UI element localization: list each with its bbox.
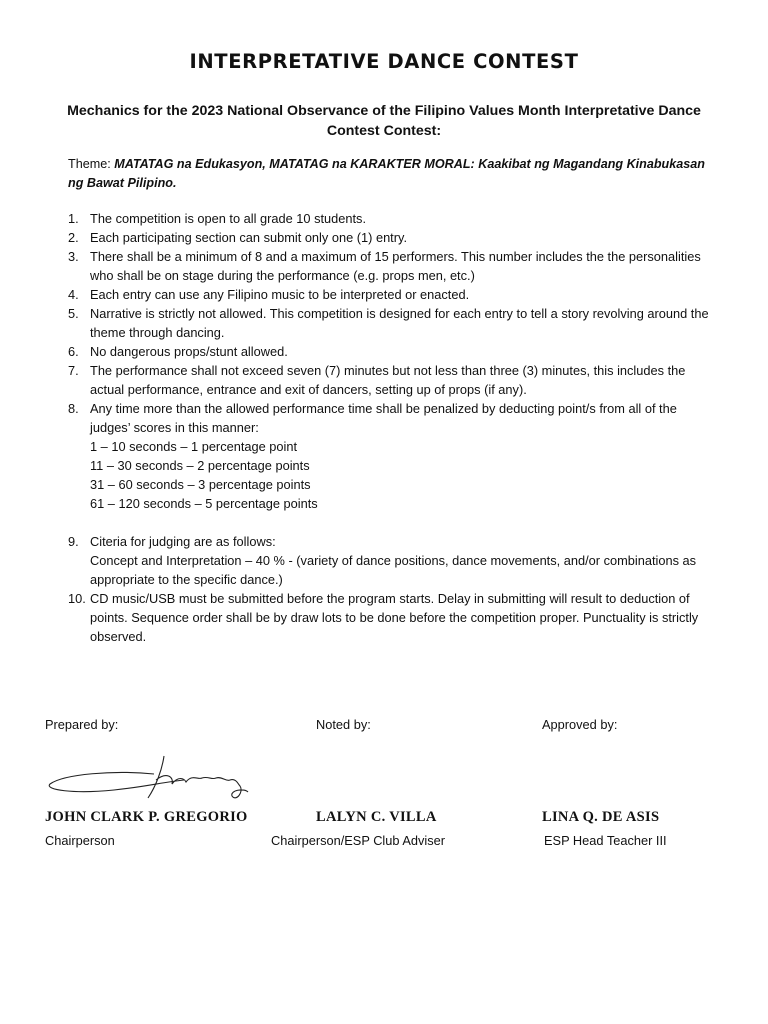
noter-name: LALYN C. VILLA [316,809,437,825]
criteria-line: Concept and Interpretation – 40 % - (variety of dance positions, dance movements, and/or combinations as appropriate to the specific dance.) [90,553,697,587]
item-text: CD music/USB must be submitted before the program starts. Delay in submitting will result to deduction of points. Sequence order shall be by draw lots to be done before the competition proper. Punctuality is strictly observed. [90,591,699,644]
mechanics-item-4 [68,285,718,304]
item-number: 4. [68,287,79,302]
item-text: Citeria for judging are as follows: [90,534,276,549]
approved-by-label: Approved by: [542,717,618,732]
item-number: 8. [68,401,79,416]
mechanics-item-9 [68,532,718,589]
item-text: The competition is open to all grade 10 students. [90,211,367,226]
mechanics-item-1 [68,209,718,228]
handwritten-signature [44,752,254,812]
mechanics-item-8 [68,399,718,513]
penalty-line: 1 – 10 seconds – 1 percentage point [90,439,298,454]
theme-label: Theme: [68,157,115,171]
penalty-line: 61 – 120 seconds – 5 percentage points [90,496,318,511]
prepared-by-label: Prepared by: [45,717,119,732]
mechanics-item-2 [68,228,718,247]
item-text: There shall be a minimum of 8 and a maximum of 15 performers. This number includes the the personalities who shall be on stage during the performance (e.g. props men, etc.) [90,249,701,283]
preparer-role: Chairperson [45,833,115,848]
mechanics-item-5 [68,304,718,342]
item-number: 6. [68,344,79,359]
item-number: 5. [68,306,79,321]
item-text: Each entry can use any Filipino music to be interpreted or enacted. [90,287,470,302]
item-text: The performance shall not exceed seven (7) minutes but not less than three (3) minutes, this includes the actual performance, entrance and exit of dancers, setting up of props (if any). [90,363,686,397]
penalty-line: 31 – 60 seconds – 3 percentage points [90,477,311,492]
item-number: 3. [68,249,79,264]
mechanics-item-7 [68,361,718,399]
mechanics-list [68,209,718,646]
mechanics-item-3 [68,247,718,285]
item-text: No dangerous props/stunt allowed. [90,344,288,359]
approver-role: ESP Head Teacher III [544,833,667,848]
mechanics-item-6 [68,342,718,361]
item-number: 7. [68,363,79,378]
preparer-name: JOHN CLARK P. GREGORIO [45,809,248,825]
item-number: 1. [68,211,79,226]
document-subtitle: Mechanics for the 2023 National Observance of the Filipino Values Month Interpretative Dance Contest Contest: [67,103,701,139]
item-number: 2. [68,230,79,245]
noted-by-label: Noted by: [316,717,371,732]
item-text: Any time more than the allowed performance time shall be penalized by deducting point/s from all of the judges’ scores in this manner: [90,401,677,435]
item-number: 10. [68,591,86,606]
penalty-line: 11 – 30 seconds – 2 percentage points [90,458,310,473]
item-number: 9. [68,534,79,549]
mechanics-item-10 [68,589,718,646]
document-title: INTERPRETATIVE DANCE CONTEST [189,50,579,73]
item-text: Each participating section can submit only one (1) entry. [90,230,408,245]
theme-text: MATATAG na Edukasyon, MATATAG na KARAKTER MORAL: Kaakibat ng Magandang Kinabukasan ng Bawat Pilipino. [68,157,705,190]
approver-name: LINA Q. DE ASIS [542,809,660,825]
item-text: Narrative is strictly not allowed. This competition is designed for each entry to tell a story revolving around the theme through dancing. [90,306,709,340]
noter-role: Chairperson/ESP Club Adviser [271,833,446,848]
theme-line [68,155,708,192]
